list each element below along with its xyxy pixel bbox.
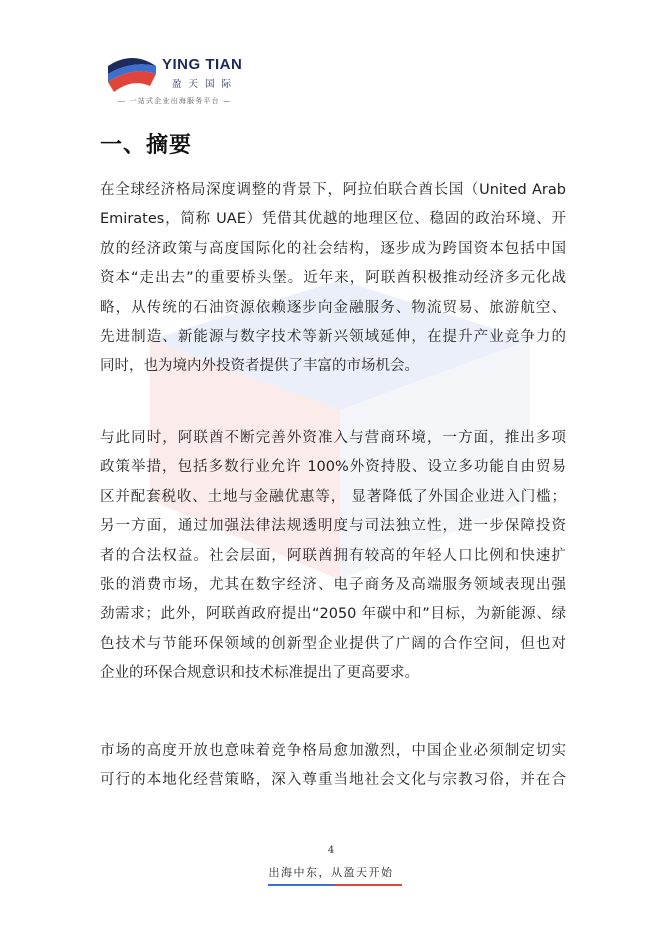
text-line: 区并配套税收、土地与金融优惠等， 显著降低了外国企业进入门槛；: [100, 488, 566, 505]
text-line: 与此同时，阿联酋不断完善外资准入与营商环境，一方面，推出多项: [100, 430, 566, 446]
text-line: 在全球经济格局深度调整的背景下，阿拉伯联合酋长国（United Arab: [100, 182, 566, 198]
footer-slogan: 出海中东，从盈天开始: [268, 866, 394, 879]
text-line: 放的经济政策与高度国际化的社会结构，逐步成为跨国资本包括中国: [100, 240, 566, 257]
text-line: 可行的本地化经营策略，深入尊重当地社会文化与宗教习俗，并在合: [100, 772, 566, 789]
logo-tagline: — 一站式企业出海服务平台 —: [118, 97, 232, 105]
text-line: 者的合法权益。社会层面，阿联酋拥有较高的年轻人口比例和快速扩: [100, 547, 566, 564]
section-title: 一、摘要: [100, 133, 193, 158]
paragraph-1: [100, 176, 566, 382]
text-line: 另一方面，通过加强法律法规透明度与司法独立性，进一步保障投资: [100, 518, 566, 535]
text-line: 企业的环保合规意识和技术标准提出了更高要求。: [100, 665, 419, 682]
text-line: 劲需求；此外，阿联酋政府提出“2050 年碳中和”目标，为新能源、绿: [100, 606, 566, 623]
page-number: 4: [327, 845, 335, 856]
paragraph-3: [100, 737, 566, 796]
text-line: Emirates，简称 UAE）凭借其优越的地理区位、稳固的政治环境、开: [100, 211, 566, 228]
text-line: 市场的高度开放也意味着竞争格局愈加激烈，中国企业必须制定切实: [100, 743, 566, 759]
ying-tian-logo-icon: [106, 52, 158, 94]
text-line: 先进制造、新能源与数字技术等新兴领域延伸，在提升产业竞争力的: [100, 329, 566, 346]
text-line: 色技术与节能环保领域的创新型企业提供了广阔的合作空间，但也对: [100, 635, 566, 652]
text-line: 政策举措，包括多数行业允许 100%外资持股、设立多功能自由贸易: [100, 459, 566, 476]
company-logo: [106, 50, 241, 112]
footer-divider: [268, 884, 402, 886]
text-line: 同时，也为境内外投资者提供了丰富的市场机会。: [100, 358, 419, 375]
text-line: 资本“走出去”的重要桥头堡。近年来，阿联酋积极推动经济多元化战: [100, 270, 566, 287]
logo-chinese-name: 盈天国际: [172, 79, 239, 90]
paragraph-2: [100, 424, 566, 689]
logo-english-name: YING TIAN: [162, 56, 243, 73]
text-line: 张的消费市场，尤其在数字经济、电子商务及高端服务领域表现出强: [100, 577, 566, 594]
text-line: 略，从传统的石油资源依赖逐步向金融服务、物流贸易、旅游航空、: [100, 299, 566, 316]
